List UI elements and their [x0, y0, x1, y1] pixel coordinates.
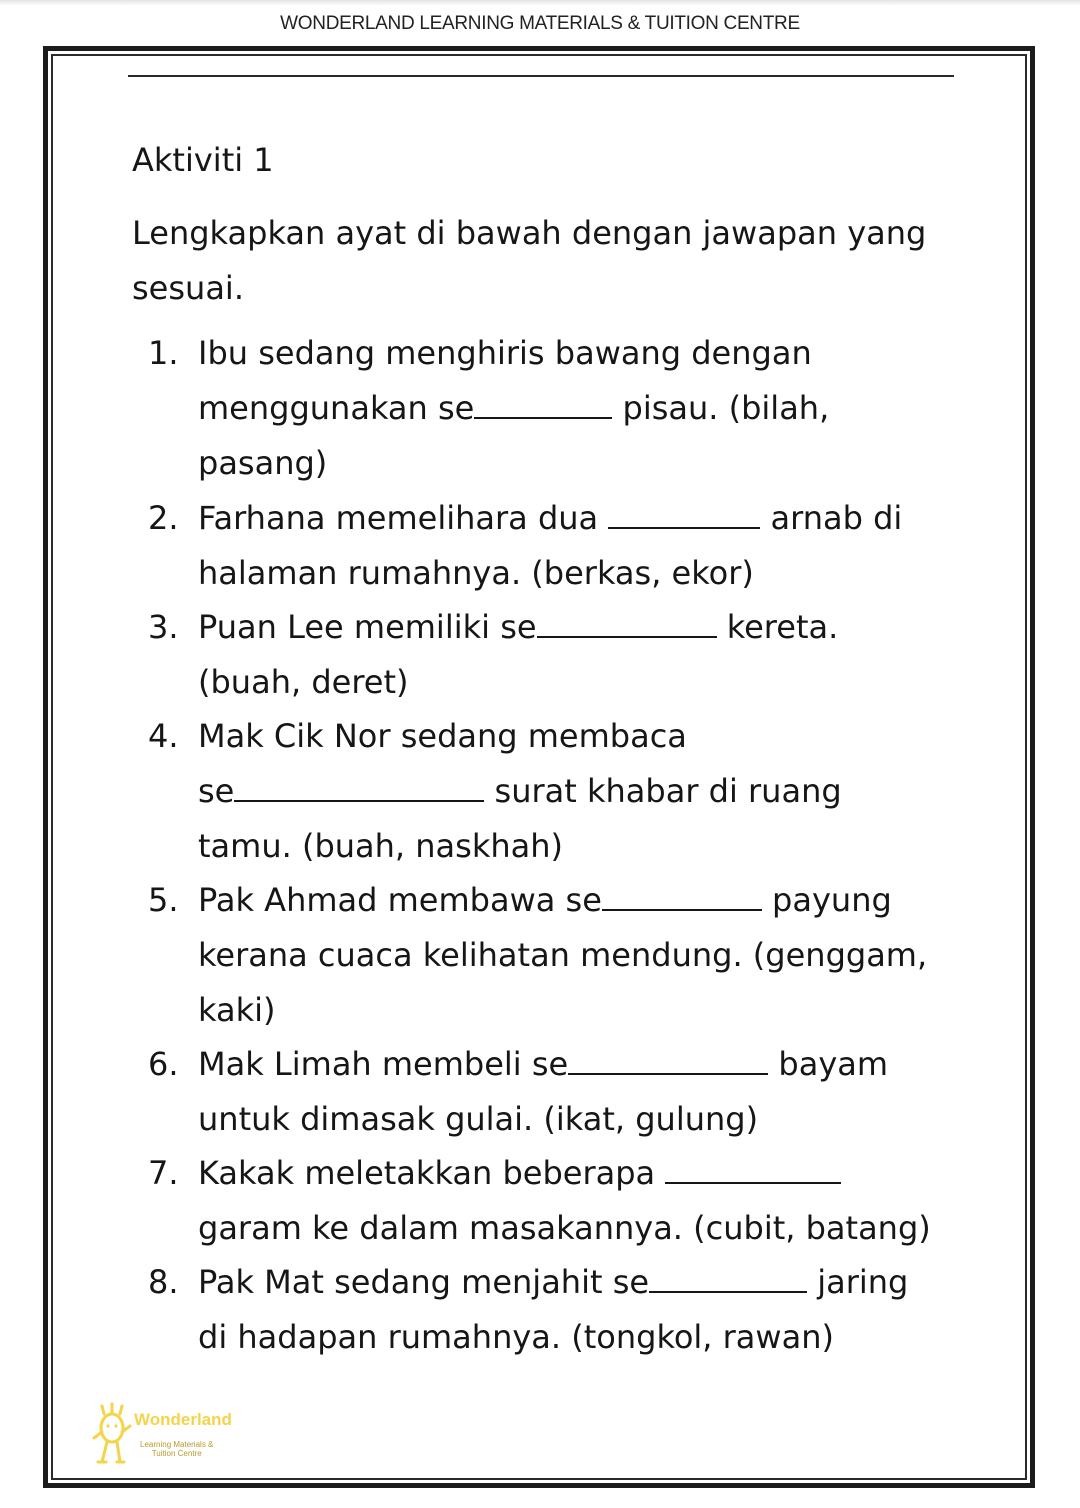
question-line: (buah, deret)	[198, 663, 409, 701]
logo-subtitle: Learning Materials & Tuition Centre	[140, 1440, 214, 1458]
question-number: 1.	[148, 334, 179, 372]
question-number: 3.	[148, 608, 179, 646]
question-number: 6.	[148, 1045, 179, 1083]
question-line: Puan Lee memiliki se kereta.	[198, 608, 839, 646]
question-line: se surat khabar di ruang	[198, 772, 842, 810]
header-rule	[128, 75, 954, 77]
question-line: Mak Cik Nor sedang membaca	[198, 717, 687, 755]
question-text	[198, 1255, 958, 1365]
activity-title: Aktiviti 1	[132, 141, 274, 179]
question-line: Kakak meletakkan beberapa	[198, 1146, 958, 1201]
instruction-text	[132, 206, 952, 316]
wonderland-logo	[90, 1402, 250, 1470]
question-text	[198, 1037, 958, 1147]
question-line: kaki)	[198, 991, 276, 1029]
question-text	[198, 873, 958, 1038]
question-text	[198, 600, 958, 710]
question-line: Pak Ahmad membawa se payung	[198, 881, 892, 919]
question-line: Ibu sedang menghiris bawang dengan	[198, 334, 812, 372]
answer-blank[interactable]	[537, 608, 717, 638]
question-text	[198, 326, 958, 491]
question-line: kerana cuaca kelihatan mendung. (genggam,	[198, 936, 928, 974]
answer-blank[interactable]	[568, 1045, 768, 1075]
question-number: 2.	[148, 499, 179, 537]
question-number: 8.	[148, 1263, 179, 1301]
question-line: pasang)	[198, 444, 328, 482]
answer-blank[interactable]	[649, 1263, 807, 1293]
question-text	[198, 491, 958, 601]
question-text	[198, 1146, 958, 1256]
question-line: halaman rumahnya. (berkas, ekor)	[198, 554, 754, 592]
page-top-edge	[0, 0, 1080, 6]
question-line: garam ke dalam masakannya. (cubit, batang)	[198, 1209, 931, 1247]
answer-blank[interactable]	[602, 881, 762, 911]
mascot-icon	[90, 1402, 134, 1470]
question-line: Farhana memelihara dua arnab di	[198, 499, 903, 537]
question-line: Pak Mat sedang menjahit se jaring	[198, 1263, 909, 1301]
instruction-line: sesuai.	[132, 269, 244, 307]
answer-blank[interactable]	[608, 499, 760, 529]
question-line: tamu. (buah, naskhah)	[198, 827, 564, 865]
answer-blank[interactable]	[234, 772, 484, 802]
page-header: WONDERLAND LEARNING MATERIALS & TUITION CENTRE	[280, 13, 800, 34]
answer-blank[interactable]	[474, 389, 612, 419]
logo-name: Wonderland	[134, 1410, 232, 1429]
question-text	[198, 709, 958, 874]
answer-blank[interactable]	[665, 1154, 841, 1184]
question-line: Mak Limah membeli se bayam	[198, 1045, 889, 1083]
question-number: 4.	[148, 717, 179, 755]
instruction-line: Lengkapkan ayat di bawah dengan jawapan yang	[132, 214, 927, 252]
question-line: untuk dimasak gulai. (ikat, gulung)	[198, 1100, 759, 1138]
question-line: menggunakan se pisau. (bilah,	[198, 389, 830, 427]
question-number: 5.	[148, 881, 179, 919]
question-number: 7.	[148, 1154, 179, 1192]
question-line: di hadapan rumahnya. (tongkol, rawan)	[198, 1318, 834, 1356]
